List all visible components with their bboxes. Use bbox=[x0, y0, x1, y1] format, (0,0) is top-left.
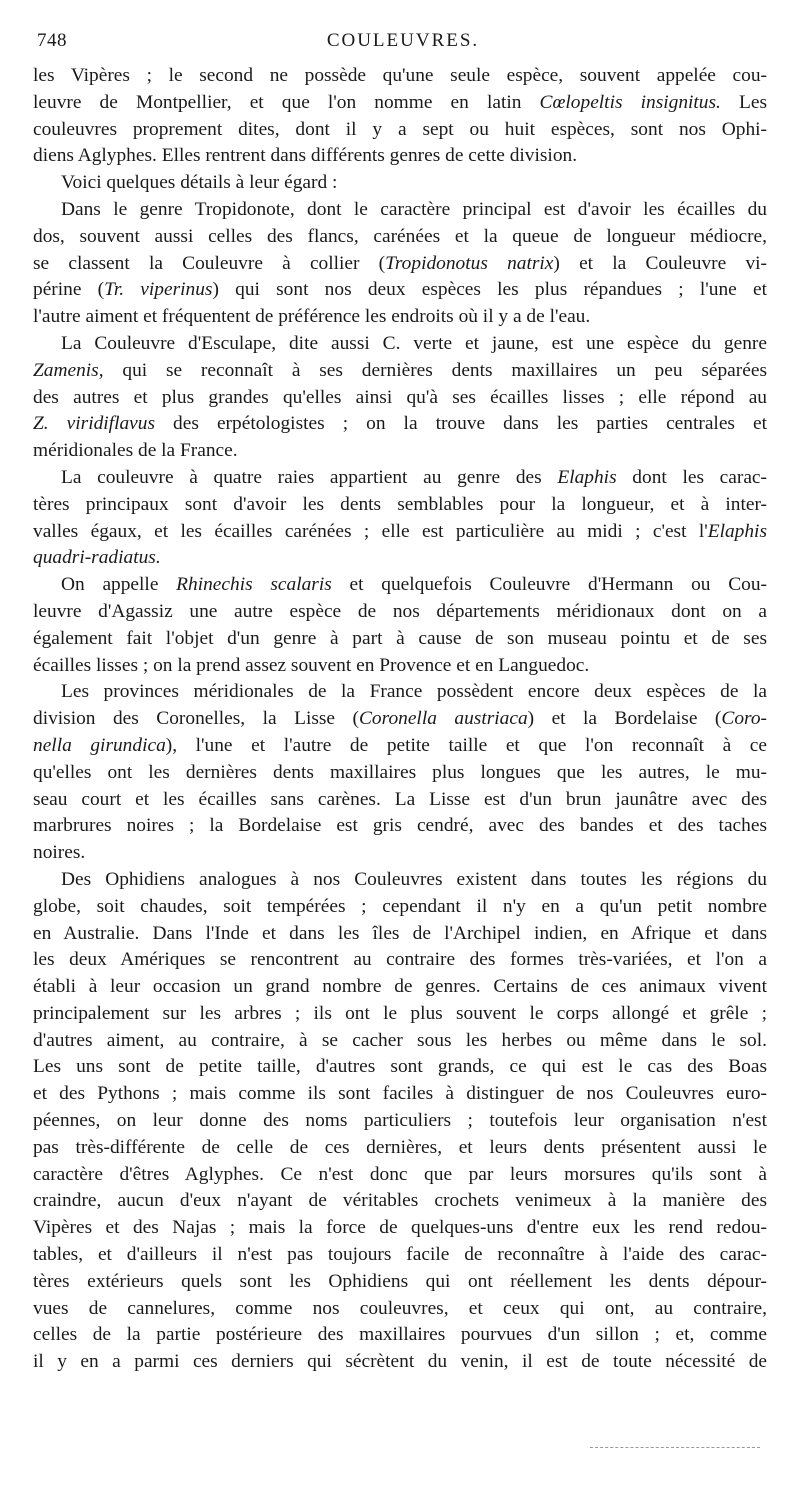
text-line bbox=[33, 90, 767, 117]
text-segment: diens Aglyphes. Elles rentrent dans différents genres de cette division. bbox=[33, 145, 578, 167]
text-segment: Des Ophidiens analogues à nos Couleuvres existent dans toutes les régions du bbox=[61, 868, 767, 890]
text-line bbox=[33, 224, 767, 251]
text-line bbox=[33, 921, 767, 948]
text-segment: les deux Amériques se rencontrent au contraire des formes très-variées, et l'on a bbox=[33, 949, 767, 971]
footer-rule bbox=[590, 1447, 760, 1448]
text-line bbox=[33, 679, 767, 706]
text-segment: La couleuvre à quatre raies appartient au genre des bbox=[61, 466, 558, 488]
text-segment: également fait l'objet d'un genre à part à cause de son museau pointu et de ses bbox=[33, 627, 767, 649]
text-segment: dos, souvent aussi celles des flancs, carénées et la queue de longueur médiocre, bbox=[33, 225, 767, 247]
text-line bbox=[33, 277, 767, 304]
text-line bbox=[33, 626, 767, 653]
text-line bbox=[33, 867, 767, 894]
text-line bbox=[33, 331, 767, 358]
text-segment: les Vipères ; le second ne possède qu'une seule espèce, souvent appelée cou- bbox=[33, 65, 767, 86]
text-segment: valles égaux, et les écailles carénées ; elle est particulière au midi ; c'est l' bbox=[33, 520, 708, 542]
text-segment: tables, et d'ailleurs il n'est pas toujours facile de reconnaître à l'aide des carac- bbox=[33, 1244, 767, 1266]
text-line bbox=[33, 760, 767, 787]
text-segment: Voici quelques détails à leur égard : bbox=[61, 172, 338, 194]
text-segment: se classent la Couleuvre à collier ( bbox=[33, 252, 386, 274]
text-segment: péennes, on leur donne des noms particuliers ; toutefois leur organisation n'est bbox=[33, 1110, 767, 1132]
text-line bbox=[33, 1001, 767, 1028]
text-segment: périne ( bbox=[33, 279, 105, 301]
text-segment: dont les carac- bbox=[616, 466, 767, 488]
text-line bbox=[33, 947, 767, 974]
text-line bbox=[33, 1162, 767, 1189]
text-segment: l'autre aiment et fréquentent de préférence les endroits où il y a de l'eau. bbox=[33, 306, 591, 328]
text-segment: et quelquefois Couleuvre d'Hermann ou Cou- bbox=[331, 574, 767, 596]
text-line bbox=[33, 1135, 767, 1162]
text-segment: et des Pythons ; mais comme ils sont faciles à distinguer de nos Couleuvres euro- bbox=[33, 1083, 767, 1105]
running-title: COULEUVRES. bbox=[326, 30, 480, 51]
text-line bbox=[33, 143, 767, 170]
text-line bbox=[33, 974, 767, 1001]
text-segment: des erpétologistes ; on la trouve dans les parties centrales et bbox=[155, 413, 768, 435]
italic-text: Coro- bbox=[721, 708, 767, 730]
text-line bbox=[33, 733, 767, 760]
text-segment: ), l'une et l'autre de petite taille et que l'on reconnaît à ce bbox=[165, 734, 767, 756]
text-segment: tères principaux sont d'avoir les dents semblables pour la longueur, et à inter- bbox=[33, 493, 767, 515]
italic-text: Tr. viperinus bbox=[104, 279, 213, 301]
text-line bbox=[33, 1269, 767, 1296]
text-segment: établi à leur occasion un grand nombre de genres. Certains de ces animaux vivent bbox=[33, 976, 767, 998]
text-segment: en Australie. Dans l'Inde et dans les îles de l'Archipel indien, en Afrique et dans bbox=[33, 922, 767, 944]
text-line bbox=[33, 63, 767, 90]
text-line bbox=[33, 706, 767, 733]
text-segment: On appelle bbox=[61, 574, 177, 596]
text-segment: ) et la Bordelaise ( bbox=[527, 708, 722, 730]
body-text bbox=[33, 63, 767, 1376]
text-line bbox=[33, 251, 767, 278]
italic-text: Zamenis bbox=[33, 359, 99, 381]
text-line bbox=[33, 197, 767, 224]
text-line bbox=[33, 519, 767, 546]
text-segment: caractère d'êtres Aglyphes. Ce n'est donc que par leurs morsures qu'ils sont à bbox=[33, 1163, 767, 1185]
text-line bbox=[33, 1215, 767, 1242]
page-number: 748 bbox=[37, 30, 67, 51]
text-line bbox=[33, 358, 767, 385]
text-segment: leuvre d'Agassiz une autre espèce de nos départements méridionaux dont on a bbox=[33, 600, 767, 622]
text-line bbox=[33, 1242, 767, 1269]
italic-text: Z. viridiflavus bbox=[33, 413, 156, 435]
text-line bbox=[33, 599, 767, 626]
text-segment: ) et la Couleuvre vi- bbox=[553, 252, 767, 274]
italic-text: Elaphis bbox=[707, 520, 767, 542]
text-segment: principalement sur les arbres ; ils ont le plus souvent le corps allongé et grêle ; bbox=[33, 1002, 767, 1024]
text-line bbox=[33, 1081, 767, 1108]
text-segment: Les uns sont de petite taille, d'autres sont grands, ce qui est le cas des Boas bbox=[33, 1056, 767, 1078]
text-line bbox=[33, 545, 767, 572]
text-segment: des autres et plus grandes qu'elles ainsi qu'à ses écailles lisses ; elle répond au bbox=[33, 386, 767, 408]
text-segment: écailles lisses ; on la prend assez souvent en Provence et en Languedoc. bbox=[33, 654, 590, 676]
text-segment: noires. bbox=[33, 842, 86, 864]
italic-text: Cœlopeltis insignitus. bbox=[539, 91, 721, 113]
italic-text: Tropidonotus natrix bbox=[385, 252, 554, 274]
text-line bbox=[33, 1296, 767, 1323]
text-segment: d'autres aiment, au contraire, à se cacher sous les herbes ou même dans le sol. bbox=[33, 1029, 767, 1051]
text-segment: division des Coronelles, la Lisse ( bbox=[33, 708, 359, 730]
text-segment: , qui se reconnaît à ses dernières dents maxillaires un peu séparées bbox=[98, 359, 767, 381]
text-segment: Les provinces méridionales de la France possèdent encore deux espèces de la bbox=[61, 681, 767, 703]
text-segment: globe, soit chaudes, soit tempérées ; cependant il n'y en a qu'un petit nombre bbox=[33, 895, 767, 917]
text-line bbox=[33, 438, 767, 465]
text-line bbox=[33, 1188, 767, 1215]
text-segment: couleuvres proprement dites, dont il y a sept ou huit espèces, sont nos Ophi- bbox=[33, 118, 767, 140]
text-line bbox=[33, 170, 767, 197]
text-segment: Vipères et des Najas ; mais la force de quelques-uns d'entre eux les rend redou- bbox=[33, 1217, 767, 1239]
text-segment: méridionales de la France. bbox=[33, 440, 238, 462]
text-line bbox=[33, 304, 767, 331]
text-line bbox=[33, 1322, 767, 1349]
text-segment: La Couleuvre d'Esculape, dite aussi C. verte et jaune, est une espèce du genre bbox=[61, 332, 767, 354]
text-line bbox=[33, 385, 767, 412]
text-line bbox=[33, 411, 767, 438]
text-line bbox=[33, 813, 767, 840]
text-line bbox=[33, 653, 767, 680]
text-segment: marbrures noires ; la Bordelaise est gris cendré, avec des bandes et des taches bbox=[33, 815, 767, 837]
text-line bbox=[33, 1028, 767, 1055]
text-line bbox=[33, 572, 767, 599]
text-line bbox=[33, 840, 767, 867]
text-line bbox=[33, 1054, 767, 1081]
text-segment: pas très-différente de celle de ces dernières, et leurs dents présentent aussi le bbox=[33, 1136, 767, 1158]
italic-text: Rhinechis scalaris bbox=[176, 574, 332, 596]
italic-text: Coronella austriaca bbox=[358, 708, 528, 730]
text-line bbox=[33, 1108, 767, 1135]
text-segment: seau court et les écailles sans carènes. La Lisse est d'un brun jaunâtre avec des bbox=[33, 788, 767, 810]
text-segment: celles de la partie postérieure des maxillaires pourvues d'un sillon ; et, comme bbox=[33, 1324, 767, 1346]
text-segment: il y en a parmi ces derniers qui sécrètent du venin, il est de toute nécessité de bbox=[33, 1351, 767, 1373]
text-line bbox=[33, 492, 767, 519]
text-segment: Les bbox=[720, 91, 767, 113]
text-line bbox=[33, 894, 767, 921]
text-segment: Dans le genre Tropidonote, dont le caractère principal est d'avoir les écailles du bbox=[61, 198, 767, 220]
text-segment: qu'elles ont les dernières dents maxillaires plus longues que les autres, le mu- bbox=[33, 761, 767, 783]
text-line bbox=[33, 117, 767, 144]
page-header bbox=[37, 28, 769, 58]
text-line bbox=[33, 465, 767, 492]
text-segment: ) qui sont nos deux espèces les plus répandues ; l'une et bbox=[212, 279, 767, 301]
text-segment: craindre, aucun d'eux n'ayant de véritables crochets venimeux à la manière des bbox=[33, 1190, 767, 1212]
italic-text: Elaphis bbox=[557, 466, 617, 488]
text-segment: tères extérieurs quels sont les Ophidiens qui ont réellement les dents dépour- bbox=[33, 1270, 767, 1292]
text-line bbox=[33, 787, 767, 814]
text-segment: vues de cannelures, comme nos couleuvres, et ceux qui ont, au contraire, bbox=[33, 1297, 767, 1319]
text-segment: leuvre de Montpellier, et que l'on nomme en latin bbox=[33, 91, 540, 113]
italic-text: quadri-radiatus. bbox=[33, 547, 161, 569]
italic-text: nella girundica bbox=[33, 734, 166, 756]
text-line bbox=[33, 1349, 767, 1376]
